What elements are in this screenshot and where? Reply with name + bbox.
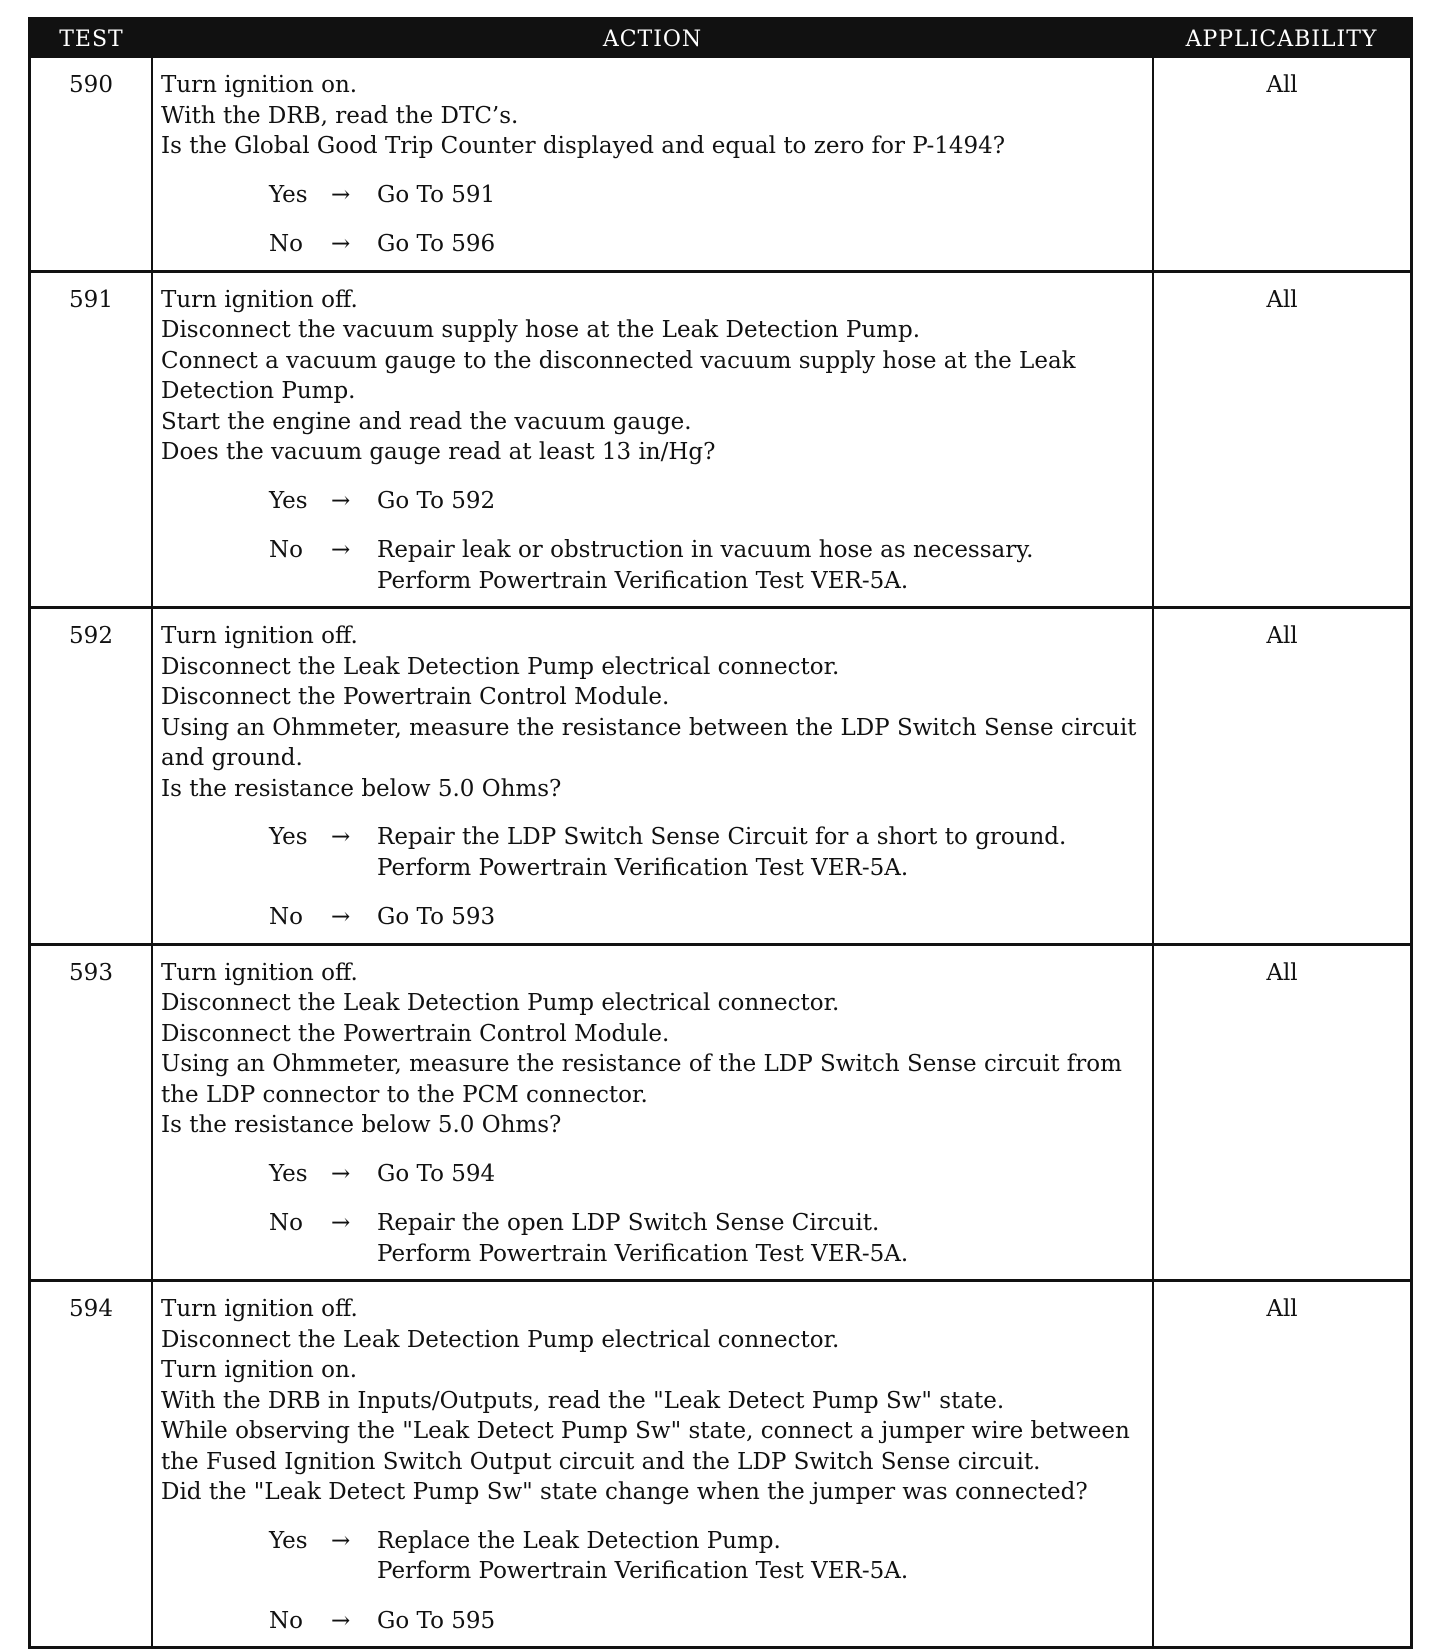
- arrow-icon: →: [331, 1210, 351, 1236]
- action-step: Is the Global Good Trip Counter displayed and equal to zero for P-1494?: [161, 133, 1006, 159]
- result-line: Go To 594: [377, 1160, 496, 1187]
- outcomes: [161, 180, 1144, 260]
- outcome-result: [377, 1159, 1144, 1190]
- action-cell: [152, 58, 1153, 271]
- result-line: Go To 591: [377, 181, 496, 208]
- outcome-result: [377, 1606, 1144, 1637]
- test-number: 594: [31, 1281, 152, 1647]
- action-step: Did the "Leak Detect Pump Sw" state change when the jumper was connected?: [161, 1479, 1088, 1505]
- yes-outcome: [269, 180, 1144, 211]
- action-step: Turn ignition on.: [161, 72, 358, 98]
- outcome-result: [377, 486, 1144, 517]
- arrow-icon: →: [331, 181, 351, 208]
- answer-label: No: [269, 1607, 303, 1634]
- no-outcome: [269, 902, 1144, 933]
- arrow-icon: →: [331, 824, 351, 850]
- arrow-icon: →: [331, 1527, 351, 1554]
- diagnostic-test-table: [28, 17, 1413, 1649]
- outcomes: [161, 1526, 1144, 1637]
- applicability-value: All: [1153, 271, 1410, 608]
- action-cell: [152, 271, 1153, 608]
- action-step: Disconnect the Leak Detection Pump electrical connector.: [161, 1326, 840, 1353]
- result-line: Repair the open LDP Switch Sense Circuit.: [377, 1210, 880, 1236]
- yes-outcome: [269, 1159, 1144, 1190]
- outcome-result: [377, 229, 1144, 260]
- outcome-result: [377, 822, 1144, 883]
- action-step: Disconnect the vacuum supply hose at the Leak Detection Pump.: [161, 317, 920, 343]
- answer-label: Yes: [269, 181, 308, 208]
- action-cell: [152, 1281, 1153, 1647]
- action-cell: [152, 944, 1153, 1281]
- result-line: Perform Powertrain Verification Test VER-5A.: [377, 1558, 909, 1584]
- result-line: Go To 593: [377, 904, 496, 930]
- answer-label: Yes: [269, 1160, 308, 1187]
- test-number: 591: [31, 271, 152, 608]
- applicability-value: All: [1266, 72, 1298, 98]
- action-step: Turn ignition off.: [161, 959, 358, 986]
- answer-label: No: [269, 904, 303, 930]
- no-outcome: [269, 229, 1144, 260]
- result-line: Go To 596: [377, 231, 496, 257]
- result-line: Repair the LDP Switch Sense Circuit for a short to ground.: [377, 824, 1067, 850]
- arrow-icon: →: [331, 1160, 351, 1187]
- table-header: [31, 20, 1410, 58]
- action-step: the Fused Ignition Switch Output circuit and the LDP Switch Sense circuit.: [161, 1448, 1041, 1475]
- action-step: With the DRB in Inputs/Outputs, read the "Leak Detect Pump Sw" state.: [161, 1387, 1005, 1414]
- yes-outcome: [269, 1526, 1144, 1587]
- table-body: [31, 58, 1410, 1646]
- applicability-value: All: [1153, 1281, 1410, 1647]
- action-step: Disconnect the Leak Detection Pump electrical connector.: [161, 990, 840, 1016]
- outcome-result: [377, 902, 1144, 933]
- arrow-icon: →: [331, 904, 351, 930]
- action-step: Using an Ohmmeter, measure the resistance between the LDP Switch Sense circuit: [161, 714, 1137, 741]
- answer-label: No: [269, 231, 303, 257]
- action-step: Turn ignition off.: [161, 286, 358, 313]
- result-line: Go To 595: [377, 1607, 496, 1634]
- outcome-result: [377, 535, 1144, 596]
- action-step: With the DRB, read the DTC’s.: [161, 102, 519, 129]
- answer-label: No: [269, 1210, 303, 1236]
- action-step: Turn ignition on.: [161, 1357, 358, 1383]
- arrow-icon: →: [331, 1607, 351, 1634]
- yes-outcome: [269, 486, 1144, 517]
- outcomes: [161, 822, 1144, 933]
- table-row: [31, 1281, 1410, 1647]
- applicability-value: All: [1153, 608, 1410, 945]
- action-step: the LDP connector to the PCM connector.: [161, 1081, 648, 1108]
- table-row: [31, 944, 1410, 1281]
- result-line: Perform Powertrain Verification Test VER-5A.: [377, 854, 909, 881]
- header-action: ACTION: [152, 20, 1153, 58]
- applicability-value: All: [1153, 944, 1410, 1281]
- no-outcome: [269, 1606, 1144, 1637]
- outcomes: [161, 1159, 1144, 1270]
- test-table: [31, 20, 1410, 1646]
- action-step: While observing the "Leak Detect Pump Sw" state, connect a jumper wire between: [161, 1418, 1130, 1444]
- outcome-result: [377, 1526, 1144, 1587]
- no-outcome: [269, 535, 1144, 596]
- outcome-result: [377, 1208, 1144, 1269]
- result-line: Repair leak or obstruction in vacuum hose as necessary.: [377, 537, 1034, 563]
- answer-label: Yes: [269, 824, 308, 850]
- action-step: Disconnect the Leak Detection Pump electrical connector.: [161, 653, 840, 680]
- action-step: Does the vacuum gauge read at least 13 in/Hg?: [161, 439, 716, 465]
- result-line: Go To 592: [377, 487, 496, 514]
- arrow-icon: →: [331, 537, 351, 563]
- action-cell: [152, 608, 1153, 945]
- test-number: 592: [31, 608, 152, 945]
- test-number: 593: [31, 944, 152, 1281]
- action-step: Disconnect the Powertrain Control Module.: [161, 1020, 670, 1047]
- answer-label: Yes: [269, 1527, 308, 1554]
- test-number: 590: [31, 58, 152, 271]
- action-step: Start the engine and read the vacuum gauge.: [161, 408, 692, 435]
- result-line: Replace the Leak Detection Pump.: [377, 1527, 781, 1554]
- arrow-icon: →: [331, 231, 351, 257]
- action-step: Turn ignition off.: [161, 1296, 358, 1322]
- action-step: Detection Pump.: [161, 378, 356, 404]
- table-row: [31, 58, 1410, 271]
- table-row: [31, 608, 1410, 945]
- answer-label: Yes: [269, 487, 308, 514]
- header-applicability: APPLICABILITY: [1153, 20, 1410, 58]
- action-step: and ground.: [161, 745, 303, 771]
- action-step: Using an Ohmmeter, measure the resistance of the LDP Switch Sense circuit from: [161, 1051, 1122, 1077]
- answer-label: No: [269, 537, 303, 563]
- result-line: Perform Powertrain Verification Test VER-5A.: [377, 567, 909, 594]
- yes-outcome: [269, 822, 1144, 883]
- result-line: Perform Powertrain Verification Test VER-5A.: [377, 1240, 909, 1267]
- header-row: [31, 20, 1410, 58]
- outcome-result: [377, 180, 1144, 211]
- no-outcome: [269, 1208, 1144, 1269]
- action-step: Turn ignition off.: [161, 623, 358, 649]
- table-row: [31, 271, 1410, 608]
- outcomes: [161, 486, 1144, 597]
- action-step: Connect a vacuum gauge to the disconnected vacuum supply hose at the Leak: [161, 347, 1076, 374]
- action-step: Is the resistance below 5.0 Ohms?: [161, 775, 562, 802]
- action-step: Disconnect the Powertrain Control Module.: [161, 684, 670, 710]
- header-test: TEST: [31, 20, 152, 58]
- action-step: Is the resistance below 5.0 Ohms?: [161, 1112, 562, 1138]
- arrow-icon: →: [331, 487, 351, 514]
